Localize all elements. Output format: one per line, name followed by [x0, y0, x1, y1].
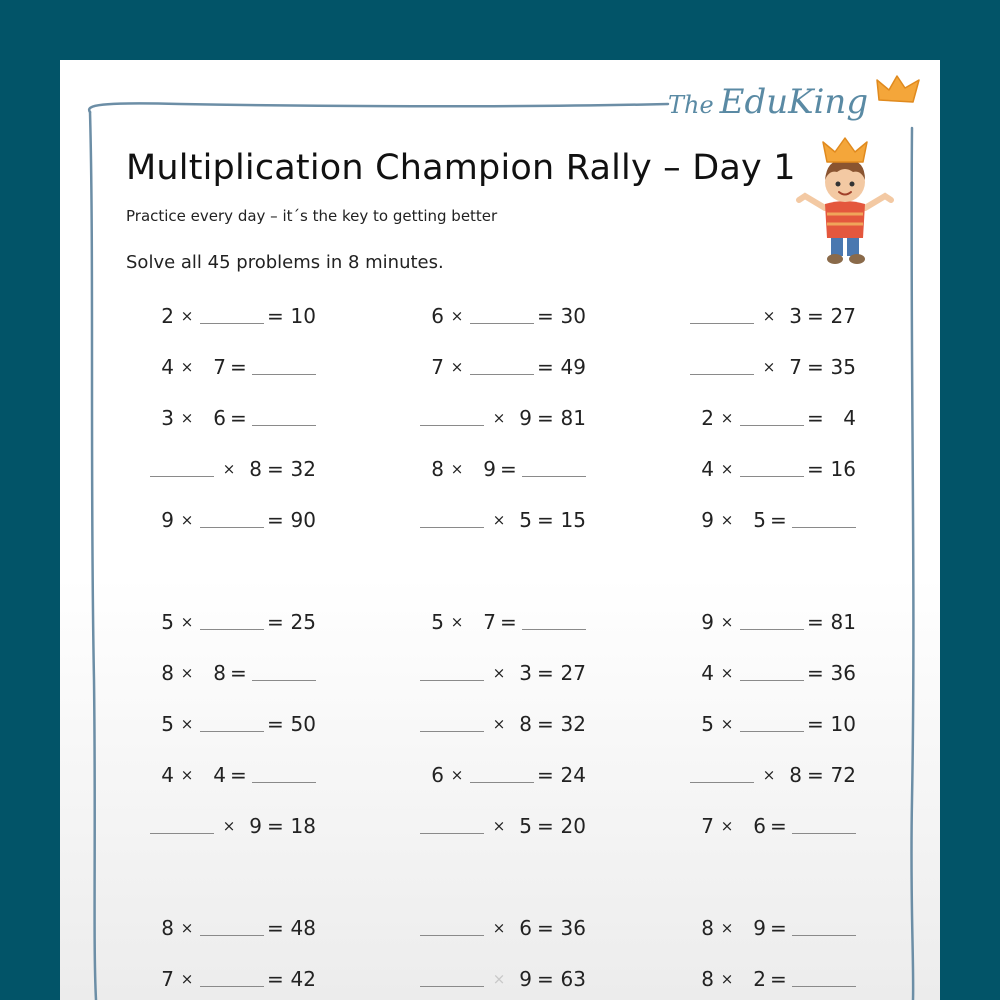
second-factor: 6 [519, 916, 532, 940]
times-sign: × [180, 511, 194, 529]
problem-row [420, 505, 590, 535]
equals-sign: = [807, 406, 824, 430]
second-factor: 9 [519, 967, 532, 991]
equals-sign: = [537, 814, 554, 838]
problem-row [150, 658, 320, 688]
times-sign: × [180, 358, 194, 376]
first-factor: 7 [701, 814, 714, 838]
problem-row [420, 811, 590, 841]
first-factor-blank[interactable] [420, 527, 484, 528]
problem-row [420, 301, 590, 331]
product: 49 [560, 355, 586, 379]
equals-sign: = [770, 508, 787, 532]
product-blank[interactable] [252, 374, 316, 375]
second-factor-blank[interactable] [200, 629, 264, 630]
equals-sign: = [267, 508, 284, 532]
second-factor: 7 [213, 355, 226, 379]
problem-row [420, 709, 590, 739]
first-factor-blank[interactable] [150, 476, 214, 477]
first-factor: 6 [431, 763, 444, 787]
second-factor: 7 [483, 610, 496, 634]
product: 48 [290, 916, 316, 940]
first-factor: 9 [701, 508, 714, 532]
product: 81 [830, 610, 856, 634]
equals-sign: = [807, 661, 824, 685]
equals-sign: = [267, 814, 284, 838]
second-factor-blank[interactable] [470, 782, 534, 783]
times-sign: × [762, 307, 776, 325]
product-blank[interactable] [252, 425, 316, 426]
logo-brand-text: EduKing [719, 82, 869, 122]
second-factor: 3 [789, 304, 802, 328]
second-factor: 9 [249, 814, 262, 838]
product: 4 [843, 406, 856, 430]
equals-sign: = [267, 712, 284, 736]
first-factor: 7 [161, 967, 174, 991]
second-factor: 5 [519, 508, 532, 532]
times-sign: × [492, 409, 506, 427]
product-blank[interactable] [252, 680, 316, 681]
first-factor-blank[interactable] [690, 782, 754, 783]
times-sign: × [180, 409, 194, 427]
problem-row [150, 913, 320, 943]
equals-sign: = [537, 355, 554, 379]
first-factor-blank[interactable] [690, 374, 754, 375]
product: 50 [290, 712, 316, 736]
second-factor: 5 [753, 508, 766, 532]
times-sign: × [180, 970, 194, 988]
problem-row [420, 607, 590, 637]
equals-sign: = [807, 457, 824, 481]
second-factor: 9 [753, 916, 766, 940]
problem-row [150, 301, 320, 331]
product-blank[interactable] [792, 527, 856, 528]
equals-sign: = [537, 508, 554, 532]
equals-sign: = [807, 304, 824, 328]
problem-row [690, 811, 860, 841]
first-factor: 7 [431, 355, 444, 379]
equals-sign: = [500, 610, 517, 634]
worksheet-instructions: Solve all 45 problems in 8 minutes. [126, 252, 444, 273]
equals-sign: = [537, 661, 554, 685]
times-sign: × [180, 307, 194, 325]
times-sign: × [450, 358, 464, 376]
second-factor: 4 [213, 763, 226, 787]
first-factor-blank[interactable] [150, 833, 214, 834]
times-sign: × [720, 970, 734, 988]
times-sign: × [492, 511, 506, 529]
second-factor: 8 [249, 457, 262, 481]
product: 72 [830, 763, 856, 787]
problem-row [420, 658, 590, 688]
product-blank[interactable] [792, 935, 856, 936]
second-factor-blank[interactable] [740, 425, 804, 426]
product: 35 [830, 355, 856, 379]
problem-row [150, 964, 320, 994]
second-factor: 9 [483, 457, 496, 481]
problem-row [420, 913, 590, 943]
times-sign: × [492, 664, 506, 682]
times-sign: × [450, 460, 464, 478]
second-factor-blank[interactable] [200, 935, 264, 936]
product-blank[interactable] [252, 782, 316, 783]
equals-sign: = [537, 763, 554, 787]
problem-row [690, 760, 860, 790]
second-factor: 9 [519, 406, 532, 430]
times-sign: × [180, 766, 194, 784]
equals-sign: = [500, 457, 517, 481]
times-sign: × [222, 460, 236, 478]
second-factor: 6 [753, 814, 766, 838]
times-sign: × [720, 664, 734, 682]
times-sign: × [720, 919, 734, 937]
problem-row [420, 454, 590, 484]
times-sign: × [222, 817, 236, 835]
first-factor: 2 [701, 406, 714, 430]
equals-sign: = [537, 916, 554, 940]
first-factor: 8 [431, 457, 444, 481]
product: 18 [290, 814, 316, 838]
equals-sign: = [770, 814, 787, 838]
times-sign: × [180, 613, 194, 631]
problem-row [690, 709, 860, 739]
first-factor: 8 [701, 916, 714, 940]
second-factor: 8 [789, 763, 802, 787]
problem-row [150, 454, 320, 484]
times-sign: × [180, 919, 194, 937]
product: 32 [560, 712, 586, 736]
second-factor-blank[interactable] [470, 323, 534, 324]
problem-row [690, 964, 860, 994]
first-factor: 5 [161, 712, 174, 736]
product: 30 [560, 304, 586, 328]
equals-sign: = [267, 916, 284, 940]
times-sign: × [180, 715, 194, 733]
second-factor: 5 [519, 814, 532, 838]
second-factor-blank[interactable] [200, 527, 264, 528]
first-factor: 4 [701, 457, 714, 481]
problem-row [420, 760, 590, 790]
second-factor-blank[interactable] [470, 374, 534, 375]
first-factor: 8 [161, 661, 174, 685]
product: 32 [290, 457, 316, 481]
second-factor: 6 [213, 406, 226, 430]
second-factor-blank[interactable] [200, 731, 264, 732]
times-sign: × [720, 613, 734, 631]
equals-sign: = [537, 304, 554, 328]
first-factor: 8 [161, 916, 174, 940]
kid-mascot-illustration [795, 134, 895, 269]
problem-row [420, 964, 590, 994]
second-factor: 7 [789, 355, 802, 379]
equals-sign: = [807, 610, 824, 634]
second-factor-blank[interactable] [740, 476, 804, 477]
equals-sign: = [230, 355, 247, 379]
logo-the-text: The [668, 91, 714, 119]
product: 42 [290, 967, 316, 991]
problem-row [150, 403, 320, 433]
first-factor-blank[interactable] [420, 680, 484, 681]
times-sign: × [492, 919, 506, 937]
product: 36 [560, 916, 586, 940]
first-factor-blank[interactable] [420, 731, 484, 732]
equals-sign: = [267, 610, 284, 634]
times-sign: × [762, 766, 776, 784]
times-sign: × [720, 460, 734, 478]
problem-row [150, 709, 320, 739]
second-factor-blank[interactable] [740, 680, 804, 681]
first-factor: 5 [431, 610, 444, 634]
times-sign: × [492, 970, 506, 988]
times-sign: × [762, 358, 776, 376]
equals-sign: = [267, 457, 284, 481]
product: 36 [830, 661, 856, 685]
problem-row [150, 811, 320, 841]
second-factor-blank[interactable] [200, 323, 264, 324]
product: 81 [560, 406, 586, 430]
product: 63 [560, 967, 586, 991]
first-factor: 5 [701, 712, 714, 736]
equals-sign: = [807, 355, 824, 379]
product: 24 [560, 763, 586, 787]
times-sign: × [450, 766, 464, 784]
times-sign: × [720, 511, 734, 529]
product: 27 [560, 661, 586, 685]
first-factor: 3 [161, 406, 174, 430]
first-factor-blank[interactable] [420, 425, 484, 426]
times-sign: × [720, 817, 734, 835]
times-sign: × [450, 613, 464, 631]
product-blank[interactable] [792, 986, 856, 987]
first-factor: 2 [161, 304, 174, 328]
problem-row [690, 607, 860, 637]
problem-row [420, 352, 590, 382]
equals-sign: = [230, 763, 247, 787]
product: 16 [830, 457, 856, 481]
times-sign: × [492, 715, 506, 733]
equals-sign: = [230, 661, 247, 685]
first-factor: 9 [161, 508, 174, 532]
times-sign: × [492, 817, 506, 835]
problem-row [690, 352, 860, 382]
worksheet-subtitle: Practice every day – it´s the key to getting better [126, 207, 498, 225]
first-factor: 5 [161, 610, 174, 634]
product-blank[interactable] [792, 833, 856, 834]
first-factor: 8 [701, 967, 714, 991]
first-factor: 4 [701, 661, 714, 685]
product-blank[interactable] [522, 629, 586, 630]
times-sign: × [720, 715, 734, 733]
equals-sign: = [770, 916, 787, 940]
equals-sign: = [537, 712, 554, 736]
equals-sign: = [807, 763, 824, 787]
problem-row [690, 454, 860, 484]
product: 25 [290, 610, 316, 634]
product: 10 [290, 304, 316, 328]
second-factor: 3 [519, 661, 532, 685]
times-sign: × [450, 307, 464, 325]
worksheet-page [60, 60, 940, 1000]
equals-sign: = [807, 712, 824, 736]
problem-row [690, 658, 860, 688]
second-factor: 8 [213, 661, 226, 685]
product-blank[interactable] [522, 476, 586, 477]
first-factor: 4 [161, 763, 174, 787]
product: 15 [560, 508, 586, 532]
equals-sign: = [230, 406, 247, 430]
first-factor-blank[interactable] [690, 323, 754, 324]
equals-sign: = [267, 967, 284, 991]
first-factor: 4 [161, 355, 174, 379]
first-factor-blank[interactable] [420, 833, 484, 834]
problem-row [150, 505, 320, 535]
problem-row [150, 607, 320, 637]
times-sign: × [180, 664, 194, 682]
first-factor-blank[interactable] [420, 986, 484, 987]
problem-row [690, 505, 860, 535]
problem-row [690, 403, 860, 433]
equals-sign: = [770, 967, 787, 991]
first-factor: 9 [701, 610, 714, 634]
first-factor: 6 [431, 304, 444, 328]
equals-sign: = [537, 406, 554, 430]
equals-sign: = [537, 967, 554, 991]
second-factor-blank[interactable] [740, 731, 804, 732]
logo-crown-icon [875, 74, 921, 108]
second-factor: 8 [519, 712, 532, 736]
problem-row [150, 760, 320, 790]
problem-row [690, 301, 860, 331]
product: 10 [830, 712, 856, 736]
times-sign: × [720, 409, 734, 427]
product: 27 [830, 304, 856, 328]
second-factor: 2 [753, 967, 766, 991]
worksheet-title: Multiplication Champion Rally – Day 1 [126, 148, 796, 188]
problem-row [420, 403, 590, 433]
problem-row [690, 913, 860, 943]
brand-logo [668, 82, 868, 122]
second-factor-blank[interactable] [740, 629, 804, 630]
second-factor-blank[interactable] [200, 986, 264, 987]
equals-sign: = [267, 304, 284, 328]
problem-row [150, 352, 320, 382]
product: 90 [290, 508, 316, 532]
product: 20 [560, 814, 586, 838]
first-factor-blank[interactable] [420, 935, 484, 936]
